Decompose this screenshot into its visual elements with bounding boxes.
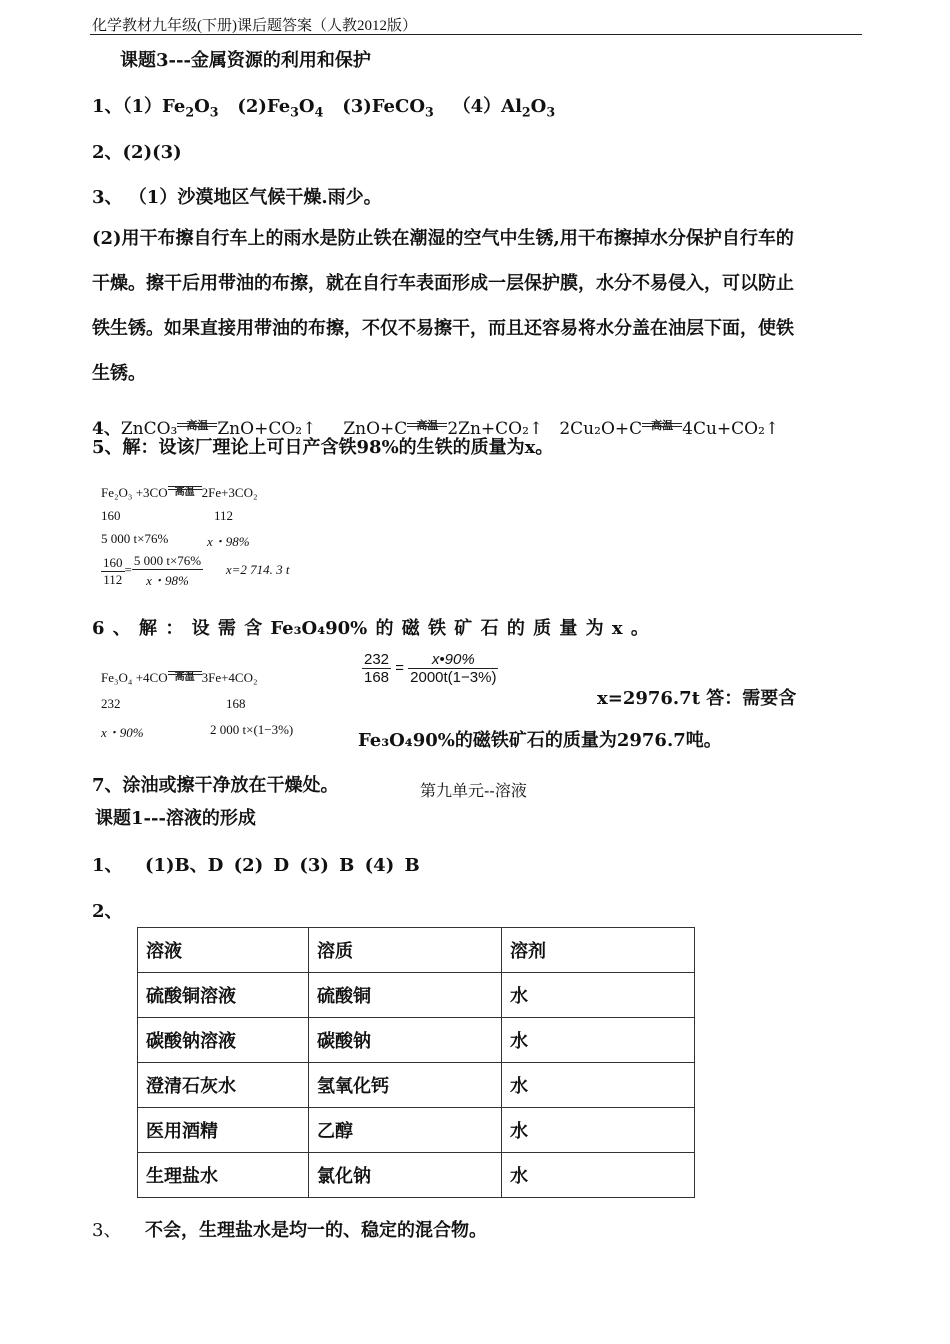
table-row	[138, 1018, 695, 1063]
table-cell: 医用酒精	[138, 1108, 309, 1153]
q6-answer-line2: Fe₃O₄90%的磁铁矿石的质量为2976.7吨。	[358, 730, 722, 751]
table-cell: 水	[502, 1018, 695, 1063]
q5-molar-mass-1: 160	[101, 508, 121, 523]
u9-q3-number: 3、	[92, 1220, 122, 1241]
q5-ratio: $\frac{160}{112}$ = $\frac{5 000 t\times 76\%}{x・98\%}$ x=2 714. 3 t	[103, 553, 290, 588]
table-row	[138, 1153, 695, 1198]
q6-fraction-equation: $\frac{232}{168}$ = $\frac{x•90\%}{2000t(1-3\%)}$	[364, 651, 497, 686]
table-row	[138, 1063, 695, 1108]
table-cell: 水	[502, 973, 695, 1018]
q6-molar-mass-1: 232	[101, 696, 121, 711]
q6-intro: 6 、 解 ： 设 需 含 Fe₃O₄90% 的 磁 铁 矿 石 的 质 量 为 x 。	[92, 618, 649, 639]
table-header: 溶剂	[502, 928, 695, 973]
section-title: 课题3---金属资源的利用和保护	[120, 50, 371, 71]
q6-answer-line1: x=2976.7t 答：需要含	[597, 688, 797, 709]
table-cell: 澄清石灰水	[138, 1063, 309, 1108]
table-cell: 乙醇	[309, 1108, 502, 1153]
page-header: 化学教材九年级(下册)课后题答案（人教2012版）	[92, 18, 417, 34]
q6-value-1: x・90%	[101, 725, 144, 740]
table-header: 溶液	[138, 928, 309, 973]
table-cell: 生理盐水	[138, 1153, 309, 1198]
q5-intro: 5、解：设该厂理论上可日产含铁98%的生铁的质量为x。	[92, 437, 554, 458]
q1-number: 1、	[92, 96, 123, 117]
table-cell: 水	[502, 1153, 695, 1198]
q3-answer-part2: (2)用干布擦自行车上的雨水是防止铁在潮湿的空气中生锈,用干布擦掉水分保护自行车的干燥。擦干后用带油的布擦，就在自行车表面形成一层保护膜，水分不易侵入，可以防止铁生锈。如果直接用带油的布擦，不仅不易擦干，而且还容易将水分盖在油层下面，使铁生锈。	[92, 228, 794, 384]
solution-table	[137, 927, 695, 1198]
q5-result: x=2 714. 3 t	[225, 561, 290, 577]
u9-q1-number: 1、	[92, 855, 123, 876]
lesson-title: 课题1---溶液的形成	[95, 808, 256, 829]
table-cell: 硫酸铜	[309, 973, 502, 1018]
table-cell: 硫酸铜溶液	[138, 973, 309, 1018]
q6-molar-mass-2: 168	[226, 696, 246, 711]
q2-answer: 2、(2)(3)	[92, 142, 182, 163]
u9-q2-number: 2、	[92, 901, 123, 922]
u9-q3-answer: 不会，生理盐水是均一的、稳定的混合物。	[145, 1220, 487, 1241]
q6-value-2: 2 000 t×(1−3%)	[210, 722, 294, 737]
q7-answer: 7、涂油或擦干净放在干燥处。	[92, 775, 339, 796]
table-cell: 水	[502, 1108, 695, 1153]
table-row	[138, 1108, 695, 1153]
table-header: 溶质	[309, 928, 502, 973]
table-cell: 碳酸钠溶液	[138, 1018, 309, 1063]
table-row	[138, 973, 695, 1018]
unit-title: 第九单元--溶液	[420, 781, 527, 800]
q6-equation: Fe₃O₄ +4CO 高温 3Fe+4CO₂	[101, 670, 258, 685]
q1-answer: 1、$(1)Fe_2O_3$ $(2)Fe_3O_4$ (3)FeCO$_3$ $(4)Al_2O_3$	[92, 96, 556, 120]
q5-value-2: x・98%	[207, 534, 250, 549]
table-cell: 氢氧化钙	[309, 1063, 502, 1108]
header-divider	[90, 34, 862, 35]
table-header-row	[138, 928, 695, 973]
q5-value-1: 5 000 t×76%	[101, 531, 169, 546]
q4-equations: 4、ZnCO₃ 高温 ZnO+CO₂↑ ZnO+C 高温 2Zn+CO₂↑ 2Cu₂O+C 高温 4Cu+CO₂↑	[92, 419, 780, 439]
table-cell: 水	[502, 1063, 695, 1108]
u9-q1-answer: (1)B、D (2) D (3) B (4) B	[145, 855, 420, 876]
table-cell: 碳酸钠	[309, 1018, 502, 1063]
q5-equation: Fe₂O₃ +3CO 高温 2Fe+3CO₂	[101, 485, 258, 500]
table-cell: 氯化钠	[309, 1153, 502, 1198]
q3-answer-part1: 3、 （1）沙漠地区气候干燥.雨少。	[92, 187, 382, 208]
q5-molar-mass-2: 112	[214, 508, 234, 523]
